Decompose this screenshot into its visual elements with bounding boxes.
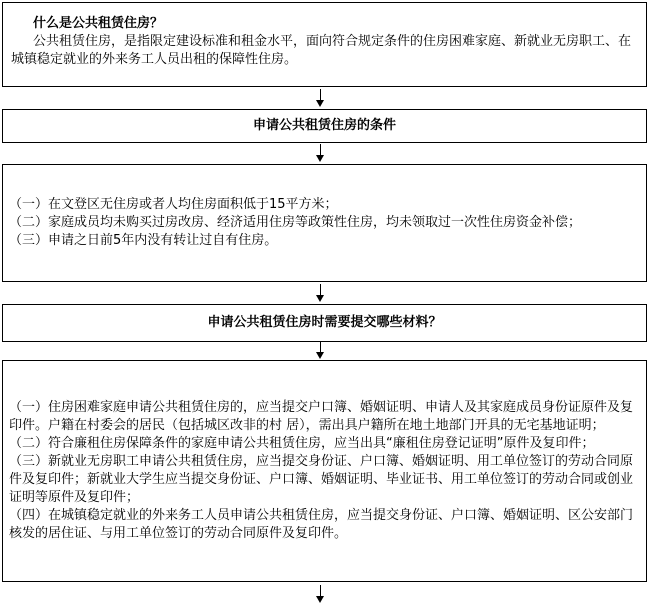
- conditions-title: 申请公共租赁住房的条件: [252, 118, 396, 133]
- flow-arrow-down-icon: [316, 89, 325, 107]
- condition-item: （一）在文登区无住房或者人均住房面积低于15平方米；: [9, 197, 338, 212]
- materials-title: 申请公共租赁住房时需要提交哪些材料？: [207, 315, 442, 330]
- intro-question: 什么是公共租赁住房？: [33, 16, 164, 31]
- intro-answer: 公共租赁住房，是指限定建设标准和租金水平，面向符合规定条件的住房困难家庭、新就业无房职工、在城镇稳定就业的外来务工人员出租的保障性住房。: [11, 34, 632, 67]
- materials-header: [2, 304, 647, 342]
- flow-arrow-down-icon: [316, 284, 325, 302]
- material-item: （四）在城镇稳定就业的外来务工人员申请公共租赁住房，应当提交身份证、户口簿、婚姻证明、区公安部门核发的居住证、与用工单位签订的劳动合同原件及复印件。: [9, 508, 634, 541]
- flow-arrow-down-icon: [316, 341, 325, 359]
- conditions-list: [2, 164, 647, 282]
- flow-arrow-down-icon: [316, 144, 325, 162]
- material-item: （三）新就业无房职工申请公共租赁住房，应当提交身份证、户口簿、婚姻证明、用工单位签订的劳动合同原件及复印件；新就业大学生应当提交身份证、户口簿、婚姻证明、毕业证书、用工单位签订的劳动合同或创业证明等原件及复印件；: [9, 454, 634, 505]
- material-item: （一）住房困难家庭申请公共租赁住房的，应当提交户口簿、婚姻证明、申请人及其家庭成员身份证原件及复印件。户籍在村委会的居民（包括城区改非的村 居），需出具户籍所在地土地部门开具的无宅基地证明；: [9, 400, 634, 433]
- condition-item: （二）家庭成员均未购买过房改房、经济适用住房等政策性住房，均未领取过一次性住房资金补偿；: [9, 215, 582, 230]
- condition-item: （三）申请之日前5年内没有转让过自有住房。: [9, 233, 278, 248]
- material-item: （二）符合廉租住房保障条件的家庭申请公共租赁住房，应当出具“廉租住房登记证明”原件及复印件；: [9, 436, 595, 451]
- flow-arrow-down-icon: [316, 585, 325, 603]
- conditions-header: [2, 109, 647, 143]
- materials-list: [2, 360, 647, 582]
- intro-box: [2, 2, 647, 87]
